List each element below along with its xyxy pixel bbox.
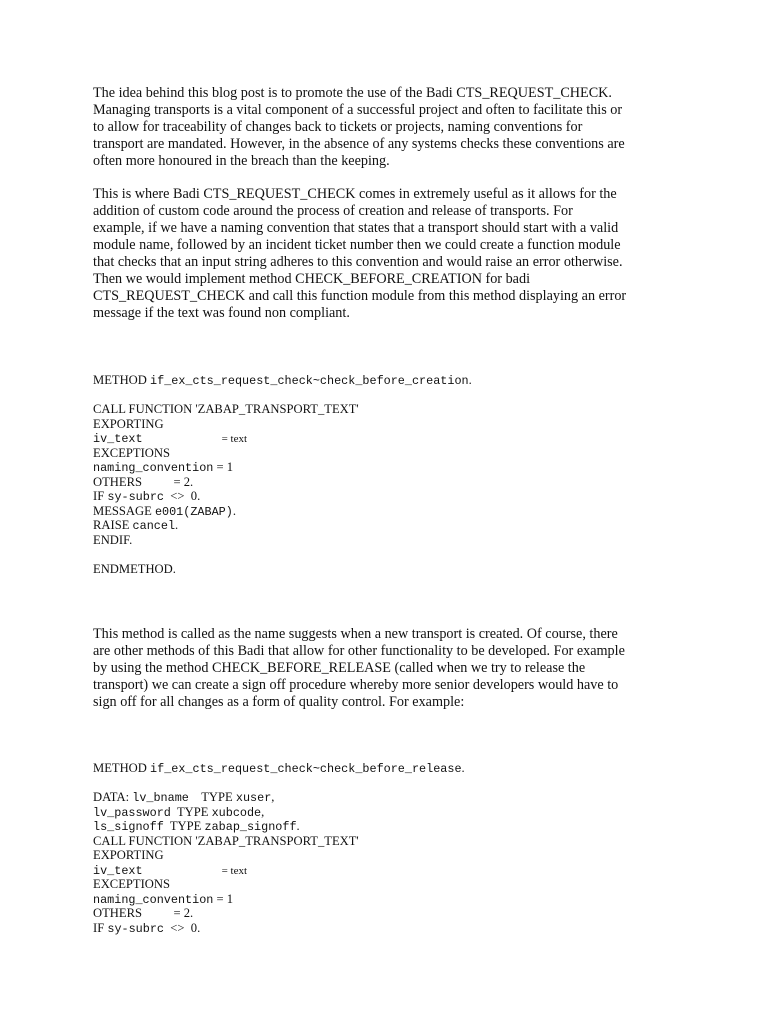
code-line-method: METHOD if_ex_cts_request_check~check_before_creation. — [93, 373, 472, 388]
method-name: if_ex_cts_request_check~check_before_release — [150, 762, 462, 776]
code-line-call-function: CALL FUNCTION 'ZABAP_TRANSPORT_TEXT' — [93, 833, 359, 848]
code-block-check-before-creation — [93, 373, 472, 576]
code-line-message: MESSAGE e001(ZABAP). — [93, 503, 236, 519]
code-blank-line — [93, 547, 472, 562]
code-line-if: IF sy-subrc <> 0. — [93, 489, 201, 504]
code-line-exporting: EXPORTING — [93, 848, 164, 862]
code-blank-line — [93, 776, 465, 791]
intro-block — [93, 85, 683, 322]
code-line-exceptions: EXCEPTIONS — [93, 445, 170, 460]
code-line-data-signoff: ls_signoff TYPE zabap_signoff. — [93, 819, 300, 834]
code-line-exporting: EXPORTING — [93, 416, 164, 431]
code-line-call-function: CALL FUNCTION 'ZABAP_TRANSPORT_TEXT' — [93, 402, 359, 416]
code-block-check-before-release — [93, 761, 465, 935]
paragraph-check-before-release: This method is called as the name suggests when a new transport is created. Of course, there are other methods of this Badi that allow for other functionality to be developed. For example by using the method CHECK_BEFORE_RELEASE (called when we try to release the transport) we can create a sign off procedure whereby more senior developers would have to sign off for all changes as a form of quality control. For example: — [93, 626, 625, 710]
code-line-param: iv_text = text — [93, 432, 248, 446]
code-line-raise: RAISE cancel. — [93, 518, 179, 533]
code-line-data-bname: DATA: lv_bname TYPE xuser, — [93, 790, 275, 805]
code-blank-line — [93, 388, 472, 403]
code-line-endif: ENDIF. — [93, 532, 133, 547]
paragraph-intro: The idea behind this blog post is to promote the use of the Badi CTS_REQUEST_CHECK. Managing transports is a vital component of a successful project and often to facilitate this or to allow for traceability of changes back to tickets or projects, naming conventions for transport are mandated. However, in the absence of any systems checks these conventions are often more honoured in the breach than the keeping. — [93, 85, 625, 169]
code-line-others: OTHERS = 2. — [93, 906, 194, 920]
method-name: if_ex_cts_request_check~check_before_creation — [150, 374, 469, 388]
code-line-others: OTHERS = 2. — [93, 474, 194, 489]
code-line-if: IF sy-subrc <> 0. — [93, 920, 201, 936]
code-line-param: iv_text = text — [93, 863, 248, 878]
code-line-endmethod: ENDMETHOD. — [93, 561, 176, 576]
code-line-method: METHOD if_ex_cts_request_check~check_before_release. — [93, 761, 465, 776]
code-line-naming-convention: naming_convention = 1 — [93, 460, 234, 475]
release-block — [93, 626, 683, 711]
code-line-data-password: lv_password TYPE xubcode, — [93, 804, 265, 820]
code-line-exceptions: EXCEPTIONS — [93, 877, 170, 891]
code-line-naming-convention: naming_convention = 1 — [93, 891, 234, 907]
paragraph-badi-usage: This is where Badi CTS_REQUEST_CHECK comes in extremely useful as it allows for the addition of custom code around the process of creation and release of transports. For example, if we have a naming convention that states that a transport should start with a valid module name, followed by an incident ticket number then we could create a function module that checks that an input string adheres to this convention and would raise an error otherwise. Then we would implement method CHECK_BEFORE_CREATION for badi CTS_REQUEST_CHECK and call this function module from this method displaying an error message if the text was found non compliant. — [93, 186, 627, 321]
